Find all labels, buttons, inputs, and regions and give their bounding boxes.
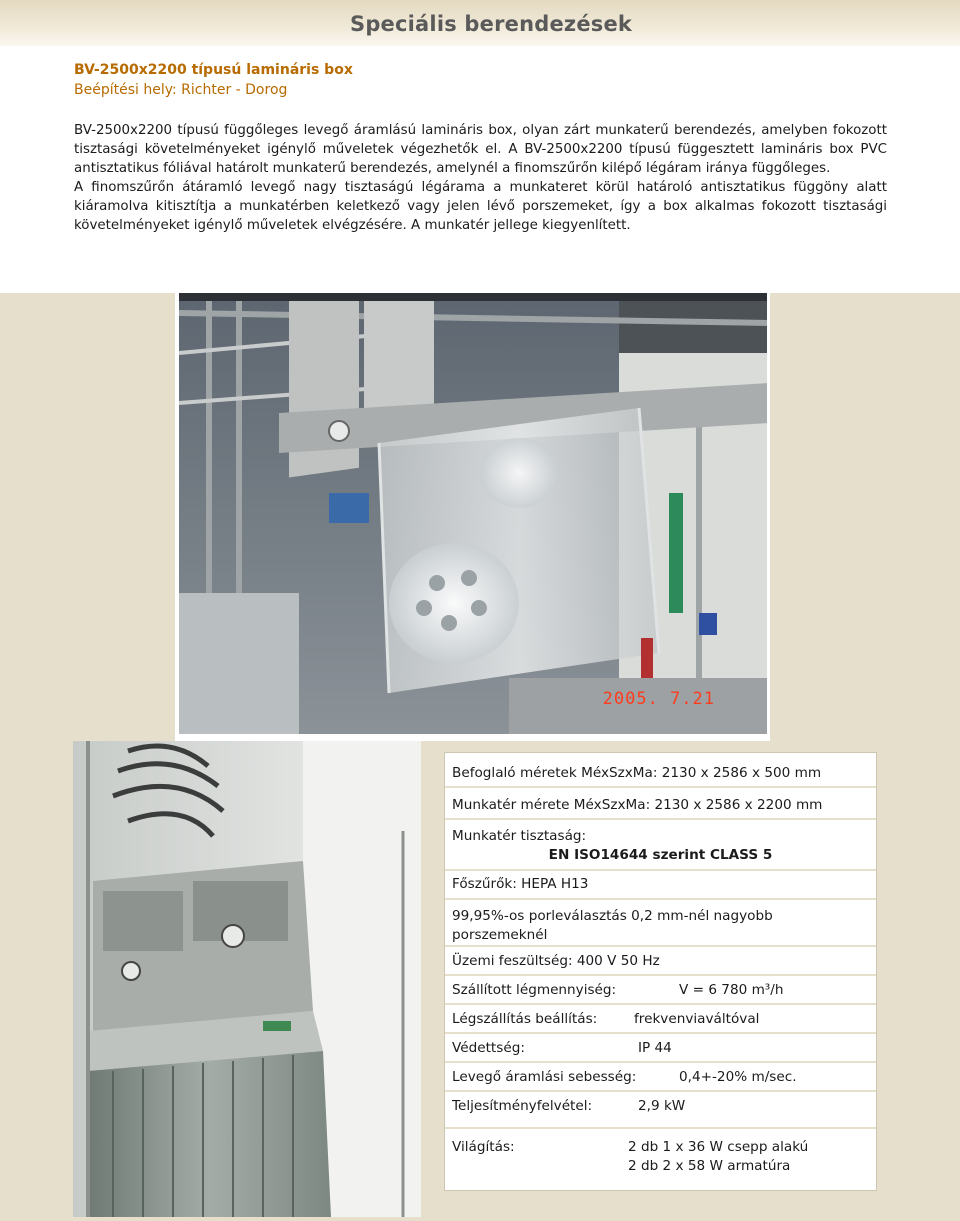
spec-setting-value: frekvenviaváltóval: [634, 1011, 760, 1027]
spec-protection-value: IP 44: [638, 1040, 672, 1056]
description-paragraph-2: A finomszűrőn átáramló levegő nagy tisztaságú légárama a munkateret körül határoló antisztatikus függöny alatt kiáramolva kitisztítja a munkatérben keletkező vagy jelen lévő porszemeket, így a box alkalmas fokozott tisztasági követelményeket igénylő műveletek elvégzésére. A munkatér jellege kiegyenlített.: [74, 180, 887, 234]
spec-outer-dimensions: Befoglaló méretek MéxSzxMa: 2130 x 2586 x 500 mm: [452, 765, 822, 781]
spec-cleanliness-label: Munkatér tisztaság:: [452, 828, 587, 844]
spec-row-cleanliness: [445, 820, 876, 871]
spec-voltage: Üzemi feszültség: 400 V 50 Hz: [452, 953, 660, 969]
spec-row-separation: [445, 900, 876, 947]
spec-row-air-speed: [445, 1063, 876, 1092]
beige-panel-right: [770, 293, 960, 741]
spec-setting-label: Légszállítás beállítás:: [452, 1011, 598, 1027]
spec-airflow-label: Szállított légmennyiség:: [452, 982, 617, 998]
spec-row-protection: [445, 1034, 876, 1063]
spec-row-outer-dimensions: [445, 753, 876, 788]
spec-power-value: 2,9 kW: [638, 1098, 686, 1114]
spec-work-dimensions: Munkatér mérete MéxSzxMa: 2130 x 2586 x 2200 mm: [452, 797, 823, 813]
spec-power-label: Teljesítményfelvétel:: [452, 1098, 593, 1114]
spec-lighting-value-1: 2 db 1 x 36 W csepp alakú: [628, 1139, 809, 1155]
spec-row-power: [445, 1092, 876, 1129]
spec-separation: 99,95%-os porleválasztás 0,2 mm-nél nagyobb porszemeknél: [452, 908, 773, 943]
photo-laminar-box-installation: [179, 293, 767, 734]
spec-lighting-value-2: 2 db 2 x 58 W armatúra: [628, 1158, 791, 1174]
spec-row-filters: [445, 871, 876, 900]
product-title: BV-2500x2200 típusú lamináris box: [74, 62, 353, 78]
page-title: Speciális berendezések: [350, 12, 633, 36]
specification-table: [444, 752, 877, 1191]
spec-filters: Főszűrők: HEPA H13: [452, 876, 589, 892]
spec-cleanliness-value: EN ISO14644 szerint CLASS 5: [548, 847, 773, 863]
spec-row-lighting: [445, 1129, 876, 1190]
spec-air-speed-label: Levegő áramlási sebesség:: [452, 1069, 637, 1085]
photo-illustration-2: [73, 741, 421, 1217]
description-paragraph-1: BV-2500x2200 típusú függőleges levegő áramlású lamináris box, olyan zárt munkaterű berendezés, amelyben fokozott tisztasági követelményeket igénylő műveletek végezhetők el. A BV-2500x2200 típusú függesztett lamináris box PVC antisztatikus fóliával határolt munkaterű berendezés, amelynél a finomszűrőn kilépő légáram iránya függőleges.: [74, 123, 887, 177]
spec-air-speed-value: 0,4+-20% m/sec.: [679, 1069, 797, 1085]
photo-laminar-box-cleanroom: [73, 741, 421, 1217]
photo-date-stamp: 2005. 7.21: [602, 689, 715, 709]
description-text: [74, 121, 887, 236]
installation-location: Beépítési hely: Richter - Dorog: [74, 82, 288, 98]
spec-row-airflow: [445, 976, 876, 1005]
spec-row-work-dimensions: [445, 788, 876, 820]
spec-protection-label: Védettség:: [452, 1040, 525, 1056]
photo-illustration: [179, 293, 767, 734]
spec-row-setting: [445, 1005, 876, 1034]
spec-airflow-value: V = 6 780 m³/h: [679, 982, 784, 998]
spec-lighting-label: Világítás:: [452, 1139, 515, 1155]
spec-row-voltage: [445, 947, 876, 976]
